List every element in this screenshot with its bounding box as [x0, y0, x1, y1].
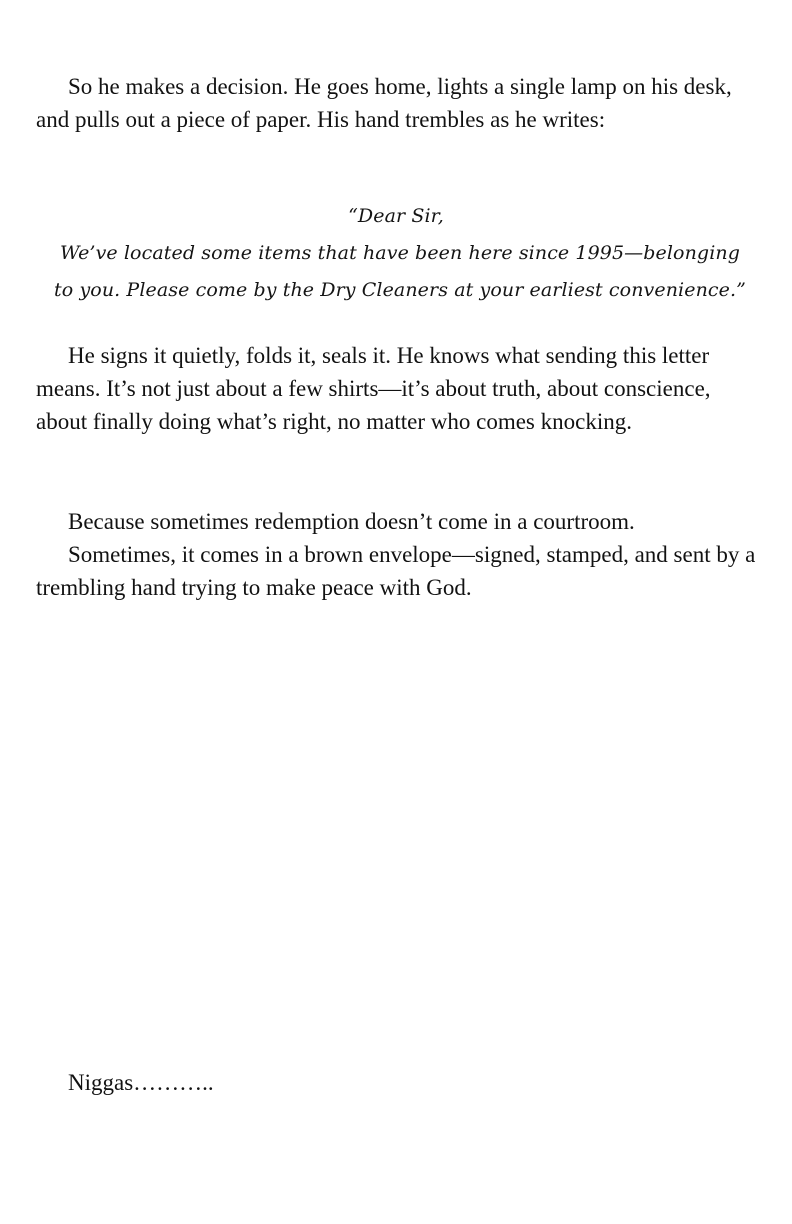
paragraph-redemption: Because sometimes redemption doesn’t come in a courtroom.	[68, 509, 635, 534]
paragraph-signs-letter: He signs it quietly, folds it, seals it. He knows what sending this letter means. It’s not just about a few shirts—it’s about truth, about conscience, about finally doing what’s right, no matter who comes knocking.	[36, 343, 711, 434]
letter-greeting: “Dear Sir,	[348, 205, 444, 227]
paragraph-decision: So he makes a decision. He goes home, lights a single lamp on his desk, and pulls out a piece of paper. His hand trembles as he writes:	[36, 74, 732, 132]
letter-body: We’ve located some items that have been here since 1995—belonging to you. Please come by the Dry Cleaners at your earliest convenience.”	[54, 242, 746, 301]
paragraph-brown-envelope: Sometimes, it comes in a brown envelope—signed, stamped, and sent by a trembling hand trying to make peace with God.	[36, 542, 756, 600]
paragraph-closing-line: Niggas………..	[68, 1070, 214, 1095]
